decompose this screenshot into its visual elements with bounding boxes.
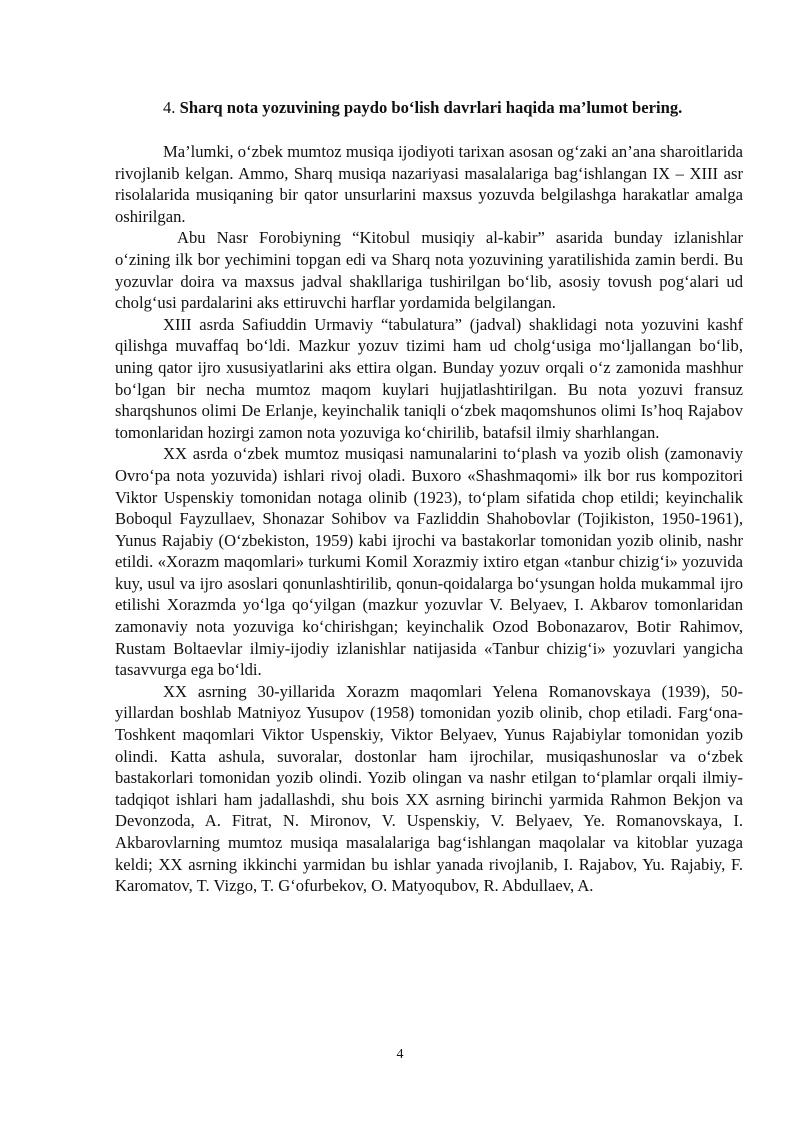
page-content: [115, 97, 743, 897]
page-number: 4: [396, 1047, 404, 1062]
paragraph-3: XIII asrda Safiuddin Urmaviy “tabulatura” (jadval) shaklidagi nota yozuvini kashf qilishga muvaffaq bo‘ldi. Mazkur yozuv tizimi ham ud cholg‘usiga mo‘ljallangan bo‘lib, uning qator ijro xususiyatlarini aks ettira olgan. Bunday yozuv orqali o‘z zamonida mashhur bo‘lgan bir necha mumtoz maqom kuylari hujjatlashtirilgan. Bu nota yozuvi fransuz sharqshunos olimi De Erlanje, keyinchalik taniqli o‘zbek maqomshunos olimi Is’hoq Rajabov tomonlaridan hozirgi zamon nota yozuviga ko‘chirilib, batafsil ilmiy sharhlangan.: [115, 314, 743, 442]
paragraph-4: XX asrda o‘zbek mumtoz musiqasi namunalarini to‘plash va yozib olish (zamonaviy Ovro‘pa nota yozuvida) ishlari rivoj oladi. Buxoro «Shashmaqomi» ilk bor rus kompozitori Viktor Uspenskiy tomonidan notaga olinib (1923), to‘plam sifatida chop etildi; keyinchalik Boboqul Fayzullaev, Shonazar Sohibov va Fazliddin Shahobovlar (Tojikiston, 1950-1961), Yunus Rajabiy (O‘zbekiston, 1959) kabi ijrochi va bastakorlar tomonidan yozib olinib, nashr etildi. «Xorazm maqomlari» turkumi Komil Xorazmiy ixtiro etgan «tanbur chizig‘i» yozuvida kuy, usul va ijro asoslari qonunlashtirilib, qonun-qoidalarga bo‘ysungan holda mukammal ijro etilishi Xorazmda yo‘lga qo‘yilgan (mazkur yozuvlar V. Belyaev, I. Akbarov tomonlaridan zamonaviy nota yozuviga ko‘chirishgan; keyinchalik Ozod Bobonazarov, Botir Rahimov, Rustam Boltaevlar ilmiy-ijodiy izlanishlar natijasida «Tanbur chizig‘i» yozuvlari yangicha tasavvurga ega bo‘ldi.: [115, 444, 743, 680]
paragraph-2: Abu Nasr Forobiyning “Kitobul musiqiy al-kabir” asarida bunday izlanishlar o‘zining ilk bor yechimini topgan edi va Sharq nota yozuvining yaratilishida zamin berdi. Bu yozuvlar doira va maxsus jadval shakllariga tushirilgan bo‘lib, asosiy tovush pog‘alari ud cholg‘usi pardalarini aks ettiruvchi harflar yordamida belgilangan.: [115, 228, 743, 313]
question-text: Sharq nota yozuvining paydo bo‘lish davrlari haqida ma’lumot bering.: [179, 98, 683, 117]
paragraph-1: Ma’lumki, o‘zbek mumtoz musiqa ijodiyoti tarixan asosan og‘zaki an’ana sharoitlarida rivojlanib kelgan. Ammo, Sharq musiqa nazariyasi masalalariga bag‘ishlangan IX – XIII asr risolalarida musiqaning bir qator unsurlarini maxsus yozuvda belgilashga harakatlar amalga oshirilgan.: [115, 142, 743, 226]
question-number: 4.: [163, 98, 176, 117]
question-heading: [115, 97, 743, 119]
paragraph-5: XX asrning 30-yillarida Xorazm maqomlari Yelena Romanovskaya (1939), 50-yillardan boshlab Matniyoz Yusupov (1958) tomonidan yozib olinib, chop etiladi. Farg‘ona-Toshkent maqomlari Viktor Uspenskiy, Viktor Belyaev, Yunus Rajabiylar tomonidan yozib olindi. Katta ashula, suvoralar, dostonlar ham ijrochilar, musiqashunoslar va o‘zbek bastakorlari tomonidan yozib olindi. Yozib olingan va nashr etilgan to‘plamlar orqali ilmiy-tadqiqot ishlari ham jadallashdi, shu bois XX asrning birinchi yarmida Rahmon Bekjon va Devonzoda, A. Fitrat, N. Mironov, V. Uspenskiy, V. Belyaev, Ye. Romanovskaya, I. Akbarovlarning mumtoz musiqa masalalariga bag‘ishlangan maqolalar va kitoblar yuzaga keldi; XX asrning ikkinchi yarmidan bu ishlar yanada rivojlanib, I. Rajabov, Yu. Rajabiy, F. Karomatov, T. Vizgo, T. G‘ofurbekov, O. Matyoqubov, R. Abdullaev, A.: [115, 681, 743, 896]
body-text: [115, 141, 743, 897]
